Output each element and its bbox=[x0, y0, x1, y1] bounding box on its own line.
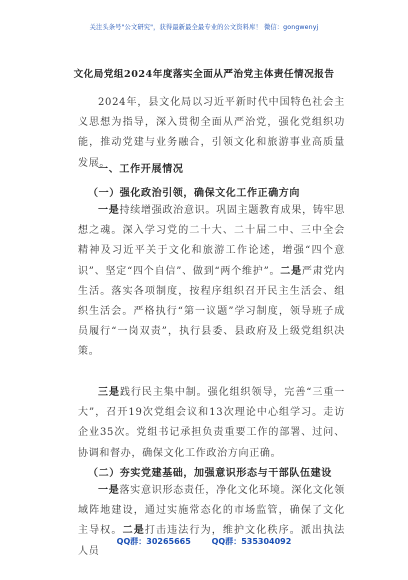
document-title: 文化局党组2024年度落实全面从严治党主体责任情况报告 bbox=[73, 69, 335, 80]
section-heading-1: 一、工作开展情况 bbox=[98, 164, 184, 175]
qq-group-1: QQ群：30265665 bbox=[116, 537, 191, 546]
paragraph-text: 落实意识形态责任，净化文化环境。深化文化领域阵地建设，通过实施常态化的市场监管，确保了文化主导权。 bbox=[78, 485, 345, 537]
paragraph-text: 践行民主集中制。强化组织领导，完善“三重一大”，召开19次党组会议和13次理论中心组学习。走访企业35次。党组书记承担负责重要工作的部署、过问、协调和督办，确保文化工作政治方向正确。 bbox=[78, 387, 346, 459]
qq-group-2: QQ群：535304092 bbox=[211, 537, 292, 546]
lead-marker: 一是 bbox=[98, 485, 120, 496]
subsection-heading-1: （一）强化政治引领，确保文化工作正确方向 bbox=[88, 188, 300, 199]
paragraph-text: 严肃党内生活。落实各项制度，按程序组织召开民主生活会、组织生活会。严格执行“第一议题”学习制度，领导班子成员履行“一岗双责”，执行县委、县政府及上级党组织决策。 bbox=[78, 265, 345, 358]
lead-marker: 二是 bbox=[122, 525, 145, 537]
subsection-2-paragraph-1 bbox=[78, 481, 345, 562]
subsection-heading-2: （二）夯实党建基础，加强意识形态与干部队伍建设 bbox=[88, 468, 332, 479]
paragraph-text: 打击违法行为，维护文化秩序。派出执法人员 bbox=[78, 525, 345, 557]
subsection-1-paragraph-1 bbox=[78, 201, 345, 363]
subsection-1-paragraph-2 bbox=[78, 383, 345, 464]
intro-paragraph: 2024年，县文化局以习近平新时代中国特色社会主义思想为指导，深入贯彻全面从严治党，强化党组织功能，推动党建与业务融合，引领文化和旅游事业高质量发展。 bbox=[78, 97, 345, 169]
footer-qq-groups bbox=[0, 536, 408, 547]
paragraph-text: 持续增强政治意识。巩固主题教育成果，铸牢思想之魂。深入学习党的二十大、二十届二中、三中全会精神及习近平关于文化和旅游工作论述，增强“四个意识”、坚定“四个自信”、做到“两个维护”。 bbox=[78, 205, 345, 277]
lead-marker: 一是 bbox=[98, 205, 120, 216]
banner-notice: 关注头条号"公文研究"，获得最新最全最专业的公文资料库！ 微信：gongwenyj bbox=[89, 24, 319, 31]
lead-marker: 二是 bbox=[280, 265, 302, 277]
lead-marker: 三是 bbox=[98, 387, 120, 398]
